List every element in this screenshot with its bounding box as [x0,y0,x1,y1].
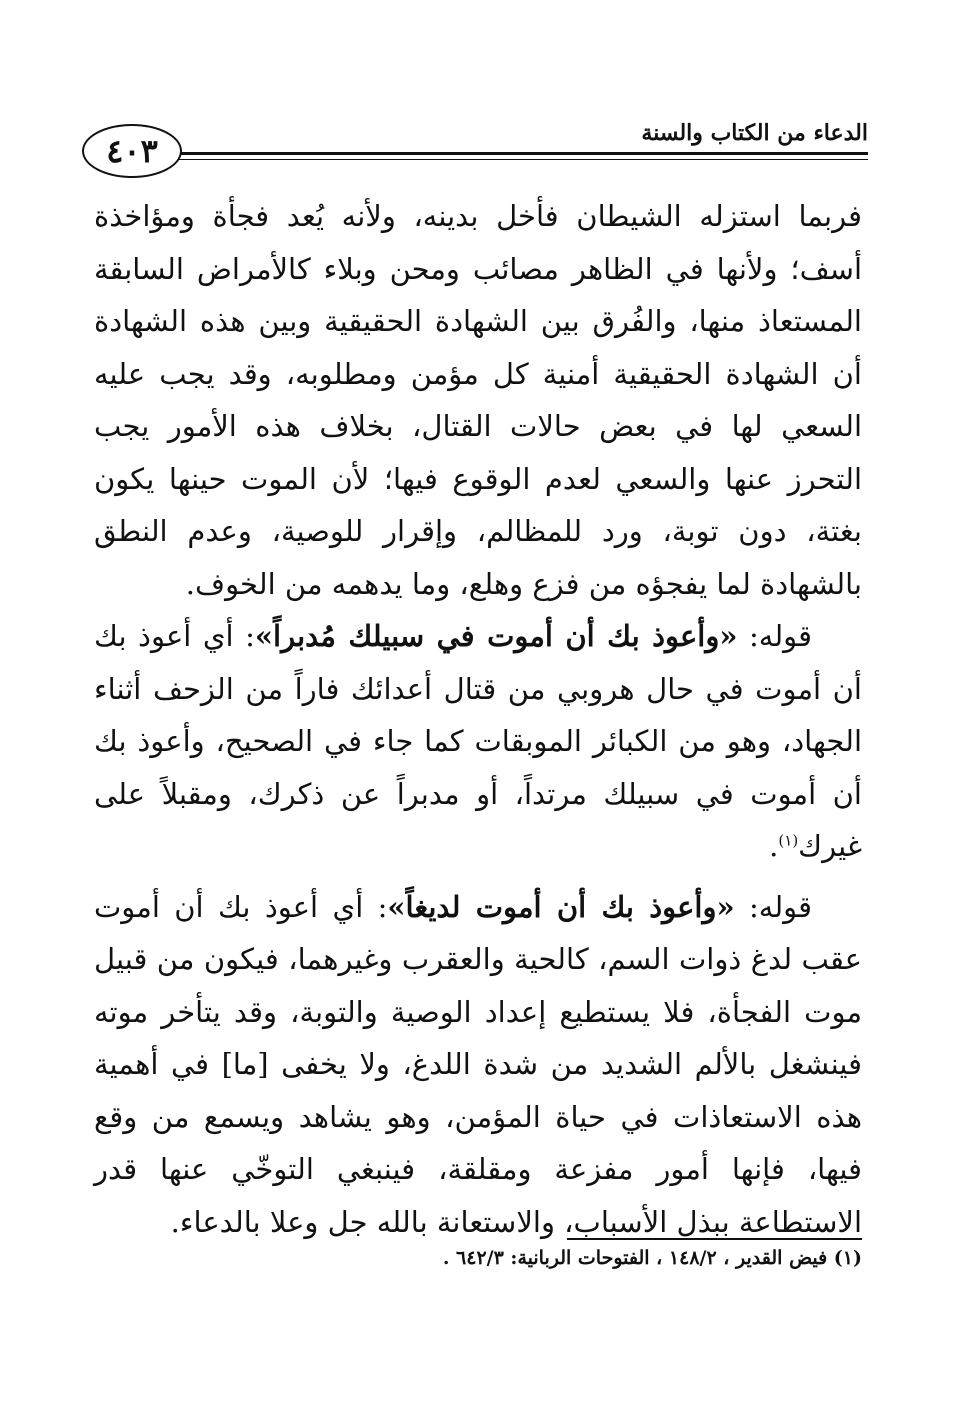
paragraph-3-lead: قوله: [734,889,812,924]
paragraph-2-lead: قوله: [737,619,812,653]
running-title: الدعاء من الكتاب والسنة [641,120,868,146]
paragraph-3-text: : أي أعوذ بك أن أموت عقب لدغ ذوات السم، كالحية والعقرب وغيرهما، فيكون من قبيل موت الفجأة، فلا يستطيع إعداد الوصية والتوبة، وقد يتأخر موته فينشغل بالألم الشديد من شدة اللدغ، ولا يخفى [ما] في أهمية هذه الاستعاذات في حياة المؤمن، وهو يشاهد ويسمع من وقع فيها، فإنها أمور مفزعة ومقلقة، فينبغي التوخّي عنها قدر الاستطاعة ببذل الأسباب، والاستعانة بالله جل وعلا بالدعاء. [94,889,862,1239]
paragraph-2 [94,610,862,873]
footnote-reference: (١) [778,831,799,850]
page-header [82,120,868,190]
header-rule-thin [174,159,868,160]
paragraph-3-quote: «وأعوذ بك أن أموت لديغاً» [387,889,735,924]
footnote-separator [567,1238,862,1240]
main-text [94,190,862,1248]
paragraph-2-end: . [769,829,779,863]
paragraph-2-text: : أي أعوذ بك أن أموت في حال هروبي من قتال أعدائك فاراً من الزحف أثناء الجهاد، وهو من الكبائر الموبقات كما جاء في الصحيح، وأعوذ بك أن أموت في سبيلك مرتداً، أو مدبراً عن ذكرك، ومقبلاً على غيرك [94,619,862,863]
paragraph-2-quote: «وأعوذ بك أن أموت في سبيلك مُدبراً» [254,619,738,653]
paragraph-3 [94,881,862,1249]
footnote: (١) فيض القدير ، ١٤٨/٢ ، الفتوحات الربانية: ٦٤٢/٣ . [442,1247,862,1269]
paragraph-1: فربما استزله الشيطان فأخل بدينه، ولأنه يُعد فجأة ومؤاخذة أسف؛ ولأنها في الظاهر مصائب ومحن وبلاء كالأمراض السابقة المستعاذ منها، والفُرق بين الشهادة الحقيقية وبين هذه الشهادة أن الشهادة الحقيقية أمنية كل مؤمن ومطلوبه، وقد يجب عليه السعي لها في بعض حالات القتال، بخلاف هذه الأمور يجب التحرز عنها والسعي لعدم الوقوع فيها؛ لأن الموت حينها يكون بغتة، دون توبة، ورد للمظالم، وإقرار للوصية، وعدم النطق بالشهادة لما يفجؤه من فزع وهلع، وما يدهمه من الخوف. [94,199,862,601]
header-rule-thick [174,152,868,155]
page-number: ٤٠٣ [82,124,182,178]
